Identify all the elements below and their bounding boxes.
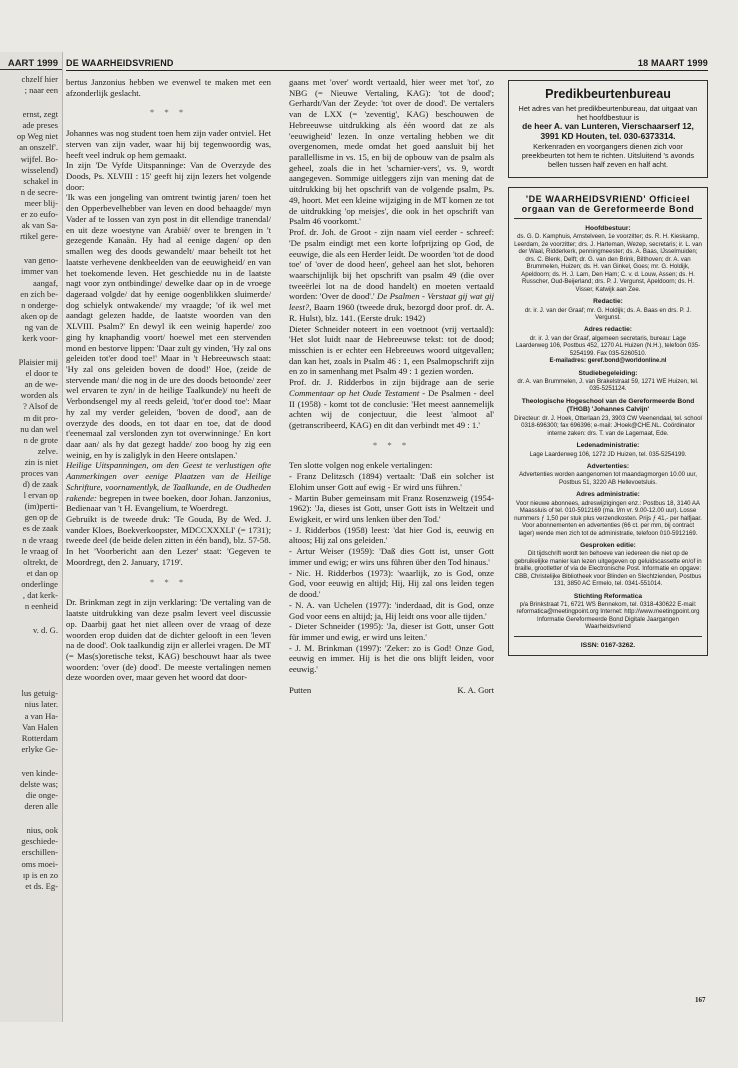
book-title: Heilige Uitspanningen, om den Geest te verlustigen ofte Aanmerkingen over eenige Plaatzen van de Heilige Schrifture, voornamentlyk, de Taalkunde, en de Oudheden rakende: — [66, 460, 271, 503]
previous-page-line: aangaf, — [32, 277, 58, 288]
previous-page-line: wisselend) — [21, 164, 58, 175]
section-text: Dit tijdschrift wordt ten behoeve van iedereen die niet op de gebruikelijke manier kan lezen uitgegeven op geluidscassette en/of in braille, grootletter of via de Electronische Post. Informatie en opgave: CBB, Christelijke Bibliotheek voor Blinden en Slechtzienden, Postbus 131, 3850 AC Ermelo, tel. 0341-551014. — [514, 550, 702, 588]
colophon-box — [508, 187, 708, 656]
previous-page-line: le vraag of — [21, 545, 58, 556]
translation-item: - Franz Delitzsch (1894) vertaalt: 'Daß ein solcher ist Elohim unser Gott auf ewig - Er wird uns führen.' — [289, 471, 494, 492]
previous-page-line: delste was; — [20, 778, 58, 789]
paragraph: Dieter Schneider noteert in een voetnoot (vrij vertaald): 'Het slot luidt naar de Hebreeuwse tekst: tot de dood; misschien is er echter een Hebreeuws woord uitgevallen; dan kan het, zoals in Psalm 46 : 1, een Psalmopschrift zijn en zo in samenhang met Psalm 49 : 1 gezien worden. — [289, 323, 494, 377]
previous-page-line: ıp is en zo — [22, 869, 58, 880]
email-address: E-mailadres: geref.bond@worldonline.nl — [549, 357, 667, 365]
previous-page-line: n eenheid — [24, 601, 58, 612]
previous-page-line: worden als — [20, 390, 58, 401]
quote-paragraph: 'Ik was een jongeling van omtrent twintig jaren/ toen het den Opperbevelhebber van leven en dood behaagde/ myn Vader af te lossen van zyn post in dit ellendige tranendal/ en uit deze woestyne van Arabië/ over te brengen in 't gezegende Kanaän. Hy had al eenige dagen/ op den smallen weg des doods gewandelt/ maar beheilt tot het laatste verhevene denkbeelden van de eeuwigheid/ en van het toekomende leven. Het geschiedde nu in de laatste nagt voor zyn ontbindinge/ dewelke daar op in de vroege dageraad volgde/ dat hy eenige oogenblikken sluimerde/ dog schielyk ontwakende/ my vraagde; 'of ik wel met aandagt gelezen hadde, de laatste woorden van den XLVIII. Psalm?' En dewyl ik een weinig haperde/ zoo ging hy knaphandig voort/ hoewel met een stervenden mond en bestorve lippen: 'Daar zult gy vinden, 'Hy zal ons geleiden tot'er dood toe!' Maar in 't Hebreeuwsch staat: 'Hy zal ons geleiden boven de dood!' Hoe, (zeide de stervende man/ die nog in de ure des doods betoonde/ zeer wel ervaren te zyn/ in de heilige Taalkunde)/ nu heeft de Verbondsengel my al reeds geleid, 'tot'er dood toe': Maar hy zal my verder geleiden, 'boven de dood', aan de overzyde des doods, en tot daar en toe, dat de dood t'eenemaal zal verslonden zyn tot overwinninge.' En kort daar aan/ als hy dat gezegt hadde/ zoo boog hy zig een weinig, en hy is zaliglyk in den Heere ontslapen.' — [66, 192, 271, 460]
previous-page-line: deren alle — [24, 801, 58, 812]
translation-item: - Artur Weiser (1959): 'Daß dies Gott ist, unser Gott immer und ewig; er wirs uns führen über den Tod hinaus.' — [289, 546, 494, 567]
text: Prof. dr. J. Ridderbos in zijn bijdrage aan de serie — [289, 377, 494, 388]
signature — [289, 685, 494, 696]
previous-page-line: erlyke Ge- — [21, 743, 58, 754]
colophon-section — [514, 442, 702, 458]
colophon-section — [514, 370, 702, 393]
section-text: dr. ir. J. van der Graaf; mr. G. Holdijk; ds. A. Baas en drs. P. J. Vergunst. — [524, 306, 692, 321]
translation-item: - N. A. van Uchelen (1977): 'inderdaad, dit is God, onze God voor eens en altijd; ja, Hij leidt ons voor alle tijden.' — [289, 599, 494, 621]
page-header — [66, 58, 708, 71]
colophon-section — [514, 326, 702, 364]
paragraph — [289, 377, 494, 431]
previous-page-line: rtikel gere- — [20, 231, 58, 242]
previous-page-line: kerk voor- — [22, 332, 58, 343]
paragraph: Ten slotte volgen nog enkele vertalingen: — [289, 460, 433, 471]
previous-page-line: schakel in — [23, 175, 58, 186]
box-text: Kerkenraden en voorgangers dienen zich voor preekbeurten tot hem te richten. Uitsluitend 's avonds bellen tussen half zeven en half acht. — [521, 141, 695, 169]
previous-page-line — [0, 242, 58, 255]
sidebar — [508, 80, 708, 656]
previous-page-line: oms moei- — [21, 858, 58, 869]
previous-page-line: d) de zaak — [22, 479, 58, 490]
previous-page-line: nu dan wel — [20, 423, 58, 434]
previous-page-line: a van Ha- — [24, 710, 58, 721]
section-text: dr. A. van Brummelen, J. van Brakelstraat 59, 1271 WE Huizen, tel. 035-5251124. — [517, 378, 699, 393]
previous-page-line: n de secre- — [20, 186, 58, 197]
previous-page-line: v. d. G. — [33, 625, 58, 636]
signature-author: K. A. Gort — [457, 684, 494, 695]
colophon-section — [514, 593, 702, 631]
previous-page-header: AART 1999 — [0, 58, 62, 70]
section-heading: Studiebegeleiding: — [578, 369, 638, 377]
book-title-paragraph — [66, 460, 271, 514]
previous-page-line: n de grote — [23, 434, 58, 445]
previous-page-line: Van Halen — [21, 721, 58, 732]
previous-page-line: geschiede- — [21, 836, 58, 847]
colophon-section — [514, 225, 702, 293]
section-heading: Stichting Reformatica — [573, 592, 643, 600]
previous-page-line: op Weg niet — [16, 131, 58, 142]
previous-page-line: (im)perti- — [24, 501, 58, 512]
magazine-title: DE WAARHEIDSVRIEND — [66, 58, 174, 68]
colophon-section — [514, 398, 702, 437]
paragraph: Gebruikt is de tweede druk: 'Te Gouda, By de Wed. J. vander Kloes, Boekverkoopster, MDCCXXXLI' (= 1731); tweede deel (de beide delen zitten in één band), blz. 57-58. — [66, 514, 271, 546]
previous-page-line — [0, 344, 58, 357]
colophon-section — [514, 463, 702, 486]
translation-item: - Nic. H. Ridderbos (1973): 'waarlijk, zo is God, onze God, voor eeuwig en altijd; Hij, Hij zal ons leiden tegen de dood.' — [289, 567, 494, 600]
previous-page-text — [0, 74, 62, 892]
paragraph: Dr. Brinkman zegt in zijn verklaring: 'De vertaling van de laatste uitdrukking van deze psalm levert veel discussie op. Daarbij gaat het niet alleen over de vraag of deze woorden erop duiden dat de dichter gelooft in een 'leven na de dood'. Ook taalkundig zijn er allerlei vragen. De MT (= Mas(s)oretische tekst, KAG) beschouwt haar als twee woorden: 'over (de) dood'. De meeste vertalingen nemen deze woorden over, maar geven het woord dat door- — [66, 597, 271, 683]
paragraph: bertus Janzonius hebben we evenwel te maken met een afzonderlijk geslacht. — [66, 77, 271, 98]
previous-page-line: ernst, zegt — [22, 109, 58, 120]
section-separator: * * * — [372, 439, 411, 450]
colophon-section — [514, 491, 702, 537]
previous-page-line: aken op de — [20, 310, 58, 321]
previous-page-line: nius, ook — [26, 825, 58, 836]
previous-page-line: erschillen- — [21, 847, 58, 858]
box-text: Het adres van het predikbeurtenbureau, dat uitgaat van het hoofdbestuur is — [518, 104, 698, 123]
issue-date: 18 MAART 1999 — [637, 58, 708, 68]
previous-page-line: ? Alsof de — [23, 401, 58, 412]
previous-page-line: an onszelf'. — [19, 142, 58, 153]
translation-item: - J. Ridderbos (1958) leest: 'dat hier God is, eeuwig en altoos; Hij zal ons geleiden.' — [289, 524, 494, 546]
text: - De Psalmen - deel II (1958) - komt tot de conclusie: 'Het meest aannemelijk achten wij de conjectuur, die leest 'almoot al' (getranscribeerd, KAG) en dit dan verbindt met 49 : 1.' — [289, 387, 494, 430]
colophon-title: 'DE WAARHEIDSVRIEND' Officieel orgaan van de Gereformeerde Bond — [514, 194, 702, 219]
text: Prof. dr. Joh. de Groot - zijn naam viel eerder - schreef: 'De psalm eindigt met een korte lofprijzing op God, de eeuwige, die als een Herder leidt. De woorden 'tot de dood toe' of 'over de dood heen', geheel aan het slot, behoren waarschijnlijk bij het opschrift van psalm 49 (die over tweeërlei lot na de dood handelt) en moeten vertaald worden: 'Over de dood'.' — [289, 227, 494, 302]
previous-page-line: ak van Sa- — [21, 220, 58, 231]
text: , Baarn 1960 (tweede druk, bezorgd door prof. dr. A. R. Hulst), blz. 141. (Eerste druk: 1942) — [289, 302, 494, 323]
previous-page-line: die onge- — [25, 790, 58, 801]
previous-page-line — [0, 96, 58, 109]
book-title: Commentaar op het Oude Testament — [289, 387, 420, 398]
section-text: Lage Laarderweg 106, 1272 JD Huizen, tel. 035-5254199. — [529, 450, 687, 458]
previous-page-line: wijfel. Bo- — [20, 153, 58, 164]
previous-page-line — [0, 612, 58, 625]
previous-page-line — [0, 675, 58, 688]
previous-page-line: et ds. Eg- — [25, 880, 58, 891]
section-heading: Adres redactie: — [583, 326, 632, 334]
previous-page-line: immer van — [21, 266, 58, 277]
section-heading: Theologische Hogeschool van de Gereformeerde Bond (THGB) 'Johannes Calvijn' — [521, 397, 695, 414]
previous-page-line — [0, 636, 58, 649]
previous-page-line: m dit pro- — [23, 412, 58, 423]
section-text: dr. ir. J. van der Graaf, algemeen secretaris, bureau: Lage Laarderweg 106, Postbus 452, 1270 AL Huizen (N.H.), telefoon 035-5254199. Fax 035-5260510. — [515, 334, 701, 357]
translation-item: - J. M. Brinkman (1997): 'Zeker: zo is God! Onze God, eeuwig en immer. Hij is het die ons blijft leiden, voor eeuwig.' — [289, 642, 494, 675]
previous-page-line: , dat kerk- — [22, 590, 58, 601]
paragraph: Johannes was nog student toen hem zijn vader ontviel. Het sterven van zijn vader, waar hij bij tegenwoordig was, heeft veel indruk op hem gemaakt. — [66, 128, 271, 160]
previous-page-line: er zo eufo- — [20, 209, 58, 220]
page-number: 167 — [695, 996, 706, 1004]
previous-page-line: ven kinde- — [21, 767, 58, 778]
previous-page-line: oltrekt, de — [23, 556, 58, 567]
previous-page-line: ng van de — [24, 321, 58, 332]
section-text: Voor nieuwe abonnees, adreswijzigingen enz.: Postbus 18, 3140 AA Maassluis of tel. 010-5912169 (ma. t/m vr. 9.00-12.00 uur). Losse nummers ƒ 1,50 per stuk plus verzendkosten. Prijs ƒ 41,- per halfjaar. Voor abonnementen en advertenties (66 ct. per mm, bij contract lager) wende men zich tot de administratie, telefoon 010-5912169. — [514, 499, 702, 537]
section-text: ds. G. D. Kamphuis, Amstelveen, 1e voorzitter; ds. R. H. Kieskamp, Leerdam, 2e voorzitter; drs. J. Harteman, Wezep, secretaris; ir. L. van der Waal, Ridderkerk, penningmeester; ds. A. Baas, IJsselmuiden; drs. C. Blenk, Delft; dr. G. van den Brink, Bilthoven; dr. A. van Brummelen, Huizen; ds. H. van Ginkel, Goes; mr. G. Holdijk, Apeldoorn; ds. H. J. Lam, Den Ham; C. v. d. Louw, Assen; ds. H. Russcher, Oud-Beijerland; drs. P. J. Vergunst, Apeldoorn; ds. H. Visser, Katwijk aan Zee. — [514, 233, 702, 293]
section-heading: Adres administratie: — [576, 491, 640, 499]
section-text: Directeur: dr. J. Hoek, Otterlaan 23, 3903 CW Veenendaal, tel. school 0318-696300; fax 696396; e-mail: JHoek@CHE.NL. Coördinator interne zaken: drs. T. van de Lagemaat, Ede. — [514, 414, 702, 437]
previous-page-line: zelve. — [37, 445, 58, 456]
section-heading: Redactie: — [593, 298, 623, 306]
previous-page-line: an de we- — [24, 379, 58, 390]
paragraph: In zijn 'De Vyfde Uitspanninge: Van de Overzyde des Doods, Ps. XLVIII : 15' geeft hij zijn lezers het volgende door: — [66, 160, 271, 192]
predikbeurtenbureau-box — [508, 80, 708, 178]
previous-page-line — [0, 649, 58, 662]
article-column-2 — [289, 77, 494, 696]
paragraph: In het 'Voorbericht aan den Lezer' staat: 'Gegeven te Moordregt, den 2. January, 1719'. — [66, 546, 271, 567]
previous-page-line: n de vraag — [22, 534, 58, 545]
previous-page-strip — [0, 52, 63, 1022]
signature-place: Putten — [289, 684, 312, 695]
section-separator: * * * — [149, 576, 188, 587]
previous-page-line: lus getuig- — [21, 688, 58, 699]
previous-page-line: zin is niet — [24, 456, 58, 467]
paragraph: gaans met 'over' wordt vertaald, hier weer met 'tot', zo NBG (= Nieuwe Vertaling, KAG): 'tot de dood'; Gerhardt/Van der Zeyde: 'tot over de dood'. De vertalers van de LXX (= 'zeventig', KAG) beschouwen de Hebreeuwse uitdrukking als één woord dat ze als 'eeuwigheid' lezen. In onze vertaling hebben we dit overgenomen, mede omdat het goed aansluit bij het parallellisme in vs. 15, en bij de opbouw van de psalm als geheel, zoals die in het 'scharnier-vers', vs. 9, wordt aangegeven. Sommige uitleggers zijn van mening dat de uitdrukking bij het opschrift van de volgende psalm, Ps. 49, hoort. Met een kleine wijziging in de MT komen ze tot de uitdrukking 'op meisjes', die ook in het opschrift van Psalm 46 voorkomt.' — [289, 77, 494, 227]
previous-page-line: ; naar een — [24, 85, 58, 96]
previous-page-line: et dan op — [26, 567, 58, 578]
previous-page-line: proces van — [21, 468, 58, 478]
previous-page-line: ade preses — [22, 120, 58, 131]
previous-page-line: l ervan op — [23, 490, 58, 501]
colophon-section — [514, 298, 702, 321]
book-description: begrepen in twee boeken, door Johan. Janzonius, Bedienaar van 't H. Evangelium, te Woerdregt. — [66, 492, 271, 514]
previous-page-line: n onderge- — [21, 299, 58, 310]
translation-item: - Dieter Schneider (1995): 'Ja, dieser ist Gott, unser Gott für immer und ewig, er wird uns leiten.' — [289, 621, 494, 642]
previous-page-line: Plaisier mij — [18, 357, 58, 368]
section-heading: Advertenties: — [586, 462, 630, 470]
previous-page-line: meer blij- — [24, 197, 58, 208]
previous-page-line: chzelf hier — [21, 74, 58, 84]
previous-page-line: gen op de — [24, 512, 58, 523]
previous-page-line: el door te — [25, 368, 58, 379]
previous-page-line — [0, 812, 58, 825]
section-text: p/a Brinkstraat 71, 6721 WS Bennekom, tel. 0318-430622 E-mail: reformatica@meetingpoint.org Internet: http://www.meetingpoint.org Informatie Gereformeerde Bond Digitale Jaargangen Waarheidsvriend — [516, 601, 700, 631]
previous-page-line: onderlinge — [21, 578, 58, 589]
previous-page-line: es de zaak — [22, 523, 58, 534]
issn: ISSN: 0167-3262. — [514, 636, 702, 649]
colophon-section — [514, 542, 702, 588]
paragraph — [289, 227, 494, 323]
previous-page-line: en zich be- — [20, 288, 58, 299]
section-text: Advertenties worden aangenomen tot maandagmorgen 10.00 uur, Postbus 51, 3220 AB Hellevoetsluis. — [519, 471, 697, 486]
previous-page-line — [0, 755, 58, 768]
previous-page-line: Rotterdam — [21, 732, 58, 743]
section-separator: * * * — [149, 107, 188, 118]
contact-address: de heer A. van Lunteren, Vierschaarserf 12, 3991 KD Houten, tel. 030-6373314. — [522, 121, 694, 141]
section-heading: Ledenadministratie: — [576, 442, 640, 450]
box-title: Predikbeurtenbureau — [545, 87, 671, 101]
section-heading: Hoofdbestuur: — [585, 225, 631, 233]
previous-page-line: van geno- — [23, 255, 58, 266]
translation-item: - Martin Buber gemeinsam mit Franz Rosenzweig (1954-1962): 'Ja, dieses ist Gott, unser Gott ists in Weltzeit und Ewigkeit, er wird uns lenken über den Tod.' — [289, 492, 494, 525]
article-column-1 — [66, 77, 271, 683]
previous-page-line: nius later. — [24, 699, 58, 710]
previous-page-line — [0, 662, 58, 675]
book-title: De Psalmen - Verstaat gij wat gij leest? — [289, 291, 495, 313]
section-heading: Gesproken editie: — [580, 541, 636, 549]
